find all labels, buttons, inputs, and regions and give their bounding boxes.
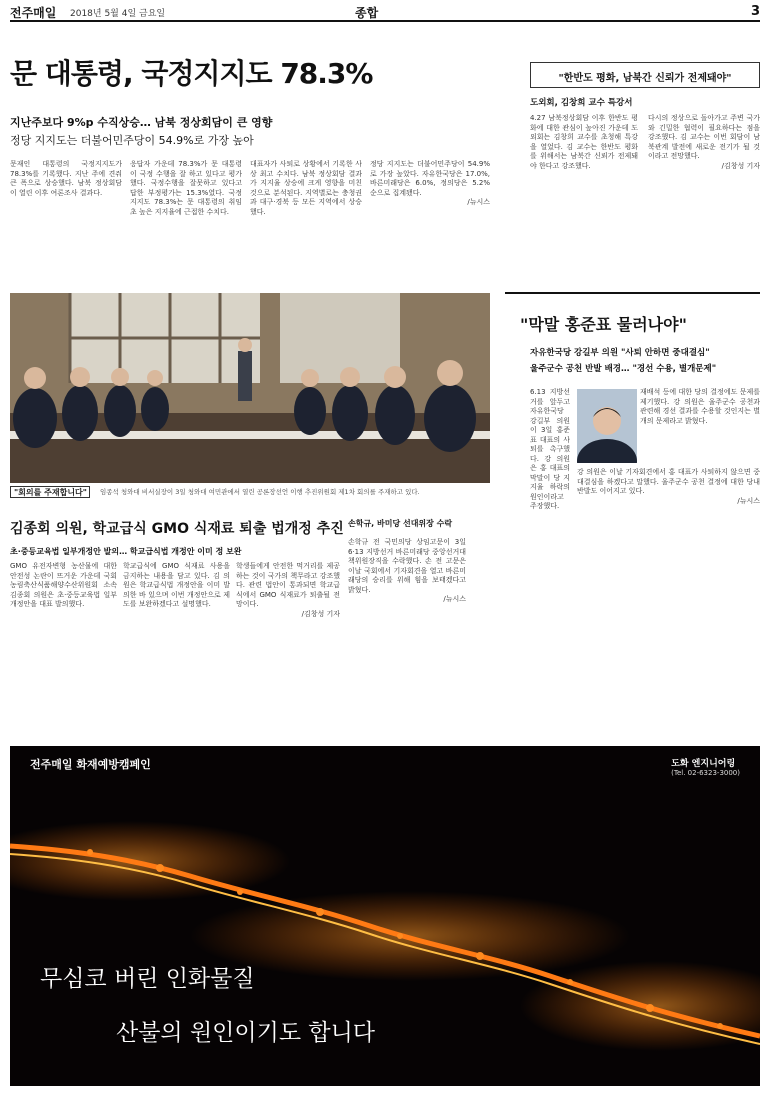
ad-message-line2: 산불의 원인이기도 합니다 <box>116 1020 376 1046</box>
fire-prevention-ad <box>10 746 760 1086</box>
story2-body-col2: 학교급식에 GMO 식재료 사용을 금지하는 내용을 담고 있다. 김 의원은 학교급식법 개정안을 이미 발의한 바 있으며 이번 개정안으로 제도를 보완하겠다고 설명했다. <box>123 562 230 608</box>
sidebar2-byline: /뉴시스 <box>737 496 760 505</box>
sidebar2-subhead-secondary: 울주군수 공천 반발 배경… "경선 수용, 별개문제" <box>530 364 717 374</box>
sidebar1-title: "한반도 평화, 남북간 신뢰가 전제돼야" <box>530 62 760 88</box>
photo-caption: 임종석 청와대 비서실장이 3일 청와대 여민관에서 열린 공론장선언 이행 추진위원회 제1차 회의를 주재하고 있다. <box>100 488 420 496</box>
lead-body-col2: 응답자 가운데 78.3%가 문 대통령이 국정 수행을 잘 하고 있다고 평가했다. 국정수행을 잘못하고 있다고 답한 부정평가는 15.3%였다. 국정지지도 78.3%는 문 대통령의 취임 초 높은 지지율에 근접한 수치다. <box>130 160 242 216</box>
story3-title: 손학규, 바미당 선대위장 수락 <box>348 519 453 528</box>
lead-body-col3: 대표자가 사퇴로 상황에서 기록한 사상 최고 수치다. 남북 정상회담 결과가 지지율 상승에 크게 영향을 미친 것으로 분석된다. 지역별로는 충청권과 대구·경북 등 모든 지역에서 상승했다. <box>250 160 362 216</box>
sidebar1-body-col2: 다시의 정상으로 돌아가고 주변 국가와 긴밀한 협력이 필요하다는 점을 강조했다. 김 교수는 이번 회담이 남북관계 발전에 새로운 전기가 될 것이라고 전망했다. /김창성 기자 <box>648 114 760 170</box>
lead-byline: /뉴시스 <box>467 198 490 206</box>
story2-subhead: 초·중등교육법 일부개정안 발의… 학교급식법 개정안 이미 정 보완 <box>10 547 242 556</box>
portrait-photo <box>577 389 637 463</box>
section-label: 종합 <box>355 6 379 20</box>
sidebar2-body-col2: 재배석 등에 대한 당의 결정에도 문제를 제기했다. 강 의원은 울주군수 공천과 관련해 경선 결과를 수용할 것인지는 별개의 문제라고 밝혔다. <box>640 388 760 425</box>
ad-sponsor-name: 도화 엔지니어링 <box>671 759 736 769</box>
story2-body-col1: GMO 유전자변형 농산물에 대한 안전성 논란이 뜨거운 가운데 국회 농림축산식품해양수산위원회 소속 김종회 의원은 초·중등교육법 일부개정안을 대표 발의했다. <box>10 562 117 608</box>
sidebar2-body-col3: 강 의원은 이날 기자회견에서 홍 대표가 사퇴하지 않으면 중대결심을 하겠다고 말했다. 울주군수 공천 결정에 대한 당내 반발도 이어지고 있다. /뉴시스 <box>577 468 760 505</box>
ad-sponsor <box>671 756 740 777</box>
portrait-image <box>577 389 637 463</box>
sidebar2-subhead: 자유한국당 강길부 의원 "사퇴 안하면 중대결심" <box>530 348 710 358</box>
story2-byline: /김창성 기자 <box>301 609 340 618</box>
sidebar2-title: "막말 홍준표 물러나야" <box>520 315 687 334</box>
section-divider <box>505 292 760 294</box>
lead-body-col4: 정당 지지도는 더불어민주당이 54.9%로 가장 높았다. 자유한국당은 17.0%, 바른미래당은 6.0%, 정의당은 5.2% 순으로 집계됐다. /뉴시스 <box>370 160 490 206</box>
story3-byline: /뉴시스 <box>443 595 466 603</box>
lead-body-col1: 문재인 대통령의 국정지지도가 78.3%를 기록했다. 지난 주에 견줘 큰 폭으로 상승했다. 남북 정상회담이 열린 이후 여론조사 결과다. <box>10 160 122 197</box>
photo-caption-label: "회의를 주재합니다" <box>10 486 90 498</box>
issue-date: 2018년 5월 4일 금요일 <box>70 9 166 19</box>
lead-subhead-secondary: 정당 지지도는 더불어민주당이 54.9%로 가장 높아 <box>10 134 254 147</box>
story3-body: 손학규 전 국민의당 상임고문이 3일 6·13 지방선거 바른미래당 중앙선거대책위원장직을 수락했다. 손 전 고문은 이날 국회에서 기자회견을 열고 바른미래당의 승리를 위해 힘을 보태겠다고 밝혔다. /뉴시스 <box>348 538 466 603</box>
story2-title: 김종회 의원, 학교급식 GMO 식재료 퇴출 법개정 추진 <box>10 521 344 537</box>
sidebar2-body-col1: 6.13 지방선거를 앞두고 자유한국당 강길부 의원이 3일 홍준표 대표의 사퇴를 촉구했다. 강 의원은 홍 대표의 막말이 당 지지율 하락의 원인이라고 주장했다. <box>530 388 570 510</box>
ad-campaign-title: 전주매일 화재예방캠페인 <box>30 758 151 771</box>
lead-headline: 문 대통령, 국정지지도 78.3% <box>10 57 373 90</box>
story2-body-col3: 학생들에게 안전한 먹거리를 제공하는 것이 국가의 책무라고 강조했다. 관련 법안이 통과되면 학교급식에서 GMO 식재료가 퇴출될 전망이다. /김창성 기자 <box>236 562 340 618</box>
sidebar1-body-col1: 4.27 남북정상회담 이후 한반도 평화에 대한 관심이 높아진 가운데 도외회는 김창희 교수를 초청해 특강을 열었다. 김 교수는 한반도 평화를 위해서는 남북간 신뢰가 전제돼야 한다고 강조했다. <box>530 114 638 170</box>
meeting-photo <box>10 293 490 483</box>
lead-subhead: 지난주보다 9%p 수직상승… 남북 정상회담이 큰 영향 <box>10 116 273 129</box>
ad-sponsor-phone: (Tel. 02-6323-3000) <box>671 769 740 777</box>
sidebar1-byline: /김창성 기자 <box>721 161 760 170</box>
ad-message-line1: 무심코 버린 인화물질 <box>40 966 255 992</box>
paper-name: 전주매일 <box>10 6 57 20</box>
meeting-photo-image <box>10 293 490 483</box>
page-number: 3 <box>750 4 760 19</box>
sidebar1-author: 도외회, 김창희 교수 특강서 <box>530 98 633 108</box>
masthead <box>10 4 760 22</box>
